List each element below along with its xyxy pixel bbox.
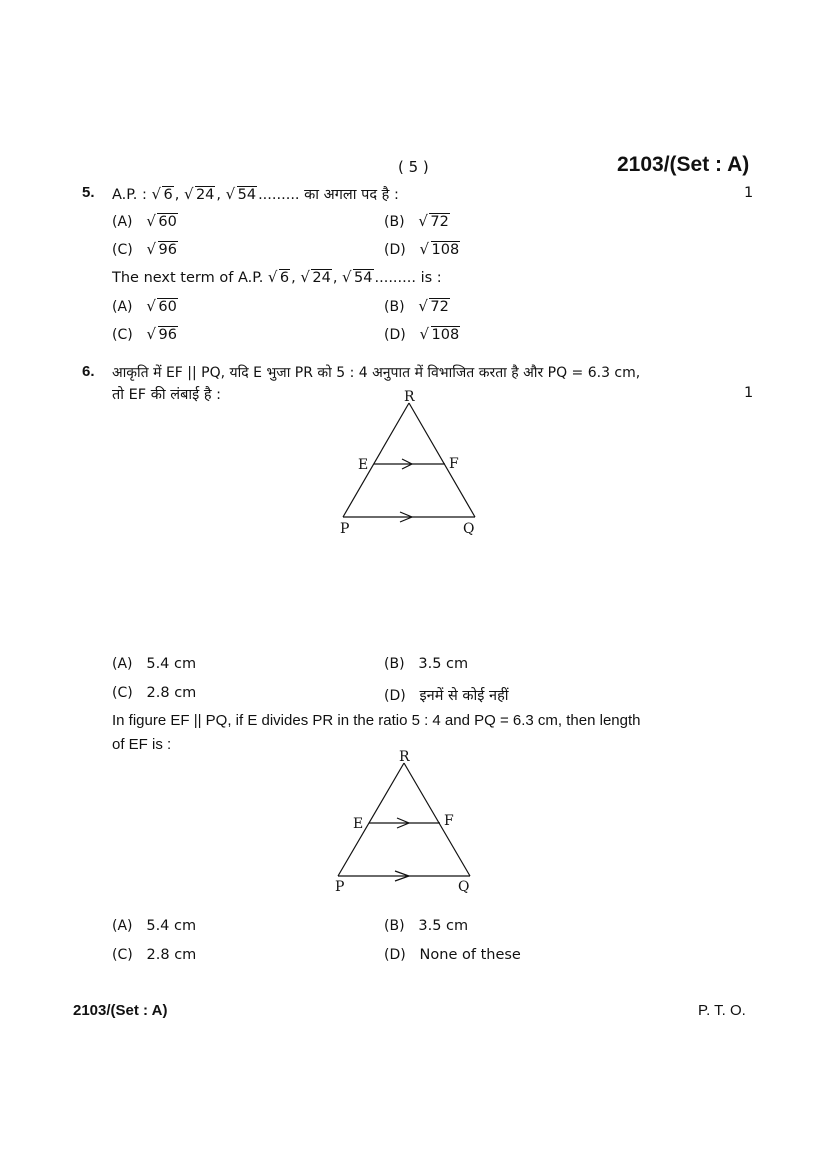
q6-en-option-b: (B) 3.5 cm xyxy=(384,918,469,934)
label-f: F xyxy=(444,813,454,829)
q5-option-d: (D) √ 108 xyxy=(384,242,461,258)
page-number: ( 5 ) xyxy=(398,158,429,176)
triangle-figure-english xyxy=(325,743,485,898)
question-5-marks: 1 xyxy=(744,185,754,201)
label-f: F xyxy=(449,456,459,472)
question-6-english-line2: of EF is : xyxy=(112,736,172,753)
side-pr xyxy=(343,403,409,517)
side-rq xyxy=(404,763,470,876)
question-5-english: The next term of A.P. √ 6 , √ 24 , √ 54 ......... is : xyxy=(112,270,442,286)
q6-option-b: (B) 3.5 cm xyxy=(384,656,469,672)
q5-en-option-b: (B) √ 72 xyxy=(384,299,451,315)
label-q: Q xyxy=(458,879,470,895)
paper-code-header: 2103/(Set : A) xyxy=(617,153,750,176)
q5-en-option-d: (D) √ 108 xyxy=(384,327,461,343)
label-q: Q xyxy=(463,521,475,537)
question-6-hindi-line1: आकृति में EF || PQ, यदि E भुजा PR को 5 : 4 अनुपात में विभाजित करता है और PQ = 6.3 cm, xyxy=(112,365,641,381)
label-p: P xyxy=(335,879,345,895)
q6-option-a: (A) 5.4 cm xyxy=(112,656,197,672)
question-5-number: 5. xyxy=(82,184,95,201)
label-e: E xyxy=(358,457,369,473)
q6-en-option-c: (C) 2.8 cm xyxy=(112,947,197,963)
q5-en-option-a: (A) √ 60 xyxy=(112,299,179,315)
q5-en-option-c: (C) √ 96 xyxy=(112,327,179,343)
paper-code-footer: 2103/(Set : A) xyxy=(73,1002,168,1019)
question-6-number: 6. xyxy=(82,363,95,380)
question-6-hindi-line2: तो EF की लंबाई है : xyxy=(112,387,222,403)
q6-option-d: (D) इनमें से कोई नहीं xyxy=(384,688,509,704)
label-r: R xyxy=(399,749,410,765)
label-r: R xyxy=(404,389,415,405)
q5-option-b: (B) √ 72 xyxy=(384,214,451,230)
q6-en-option-a: (A) 5.4 cm xyxy=(112,918,197,934)
q5-option-a: (A) √ 60 xyxy=(112,214,179,230)
triangle-figure-hindi xyxy=(330,385,490,540)
question-6-marks: 1 xyxy=(744,385,754,401)
label-e: E xyxy=(353,816,364,832)
q6-en-option-d: (D) None of these xyxy=(384,947,521,963)
side-pr xyxy=(338,763,404,876)
question-6-english-line1: In figure EF || PQ, if E divides PR in the ratio 5 : 4 and PQ = 6.3 cm, then length xyxy=(112,712,641,729)
side-rq xyxy=(409,403,475,517)
pto-label: P. T. O. xyxy=(698,1002,746,1019)
question-5-hindi: A.P. : √ 6 , √ 24 , √ 54 ......... का अगला पद है : xyxy=(112,184,399,204)
label-p: P xyxy=(340,521,350,537)
q6-option-c: (C) 2.8 cm xyxy=(112,685,197,701)
q5-option-c: (C) √ 96 xyxy=(112,242,179,258)
